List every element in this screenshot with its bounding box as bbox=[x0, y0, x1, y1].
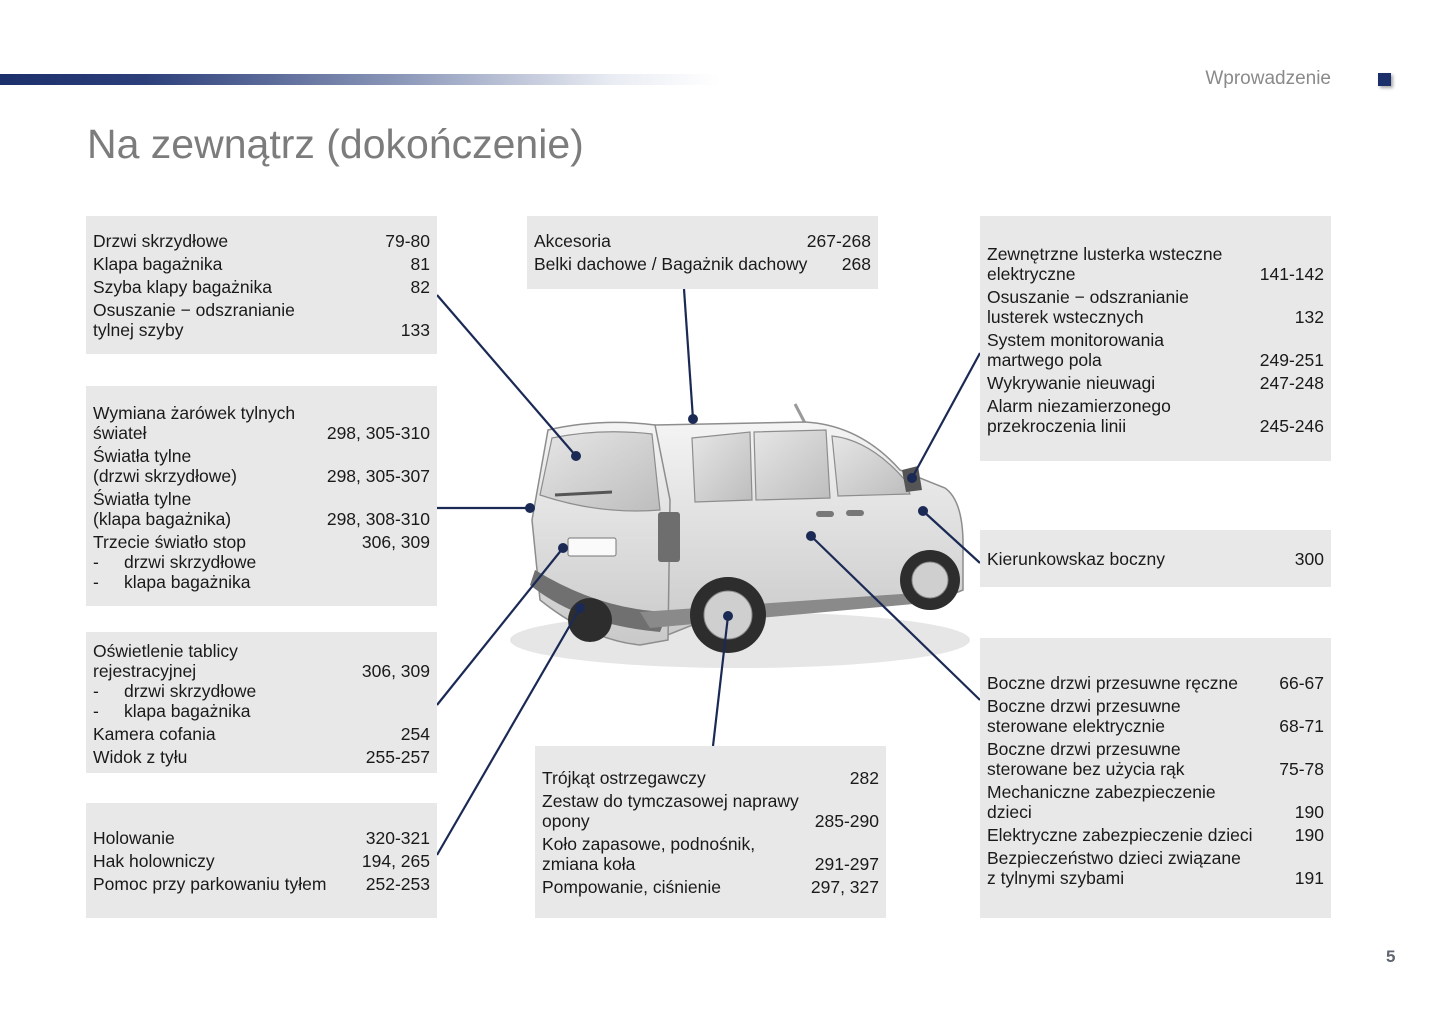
entry-page: 68-71 bbox=[1279, 716, 1324, 736]
rear-doors-box bbox=[86, 216, 437, 354]
entry-page: 306, 309 bbox=[361, 661, 430, 681]
sliding-doors-box bbox=[980, 638, 1331, 918]
index-entry[interactable] bbox=[93, 874, 430, 894]
leader-dot-indicator bbox=[918, 506, 928, 516]
entry-label: Boczne drzwi przesuwne ręczne bbox=[987, 673, 1238, 693]
page-title: Na zewnątrz (dokończenie) bbox=[87, 121, 584, 167]
index-entry[interactable] bbox=[987, 330, 1324, 370]
entry-label: Szyba klapy bagażnika bbox=[93, 277, 272, 297]
section-label: Wprowadzenie bbox=[1205, 68, 1331, 89]
leader-dot-plate bbox=[558, 543, 568, 553]
index-entry[interactable] bbox=[542, 834, 879, 874]
entry-page: 81 bbox=[410, 254, 430, 274]
van-front-rim bbox=[912, 562, 948, 598]
entry-page: 298, 305-310 bbox=[326, 423, 430, 443]
leader-line-mirrors bbox=[912, 353, 980, 478]
entry-page: 141-142 bbox=[1259, 264, 1324, 284]
entry-page: 297, 327 bbox=[810, 877, 879, 897]
index-entry[interactable] bbox=[987, 244, 1324, 284]
rear-lights-box bbox=[86, 386, 437, 606]
index-entry[interactable] bbox=[542, 877, 879, 897]
index-entry[interactable] bbox=[93, 254, 430, 274]
index-entry[interactable] bbox=[987, 825, 1324, 845]
entry-label: Zewnętrzne lusterka wsteczne elektryczne bbox=[987, 244, 1223, 284]
entry-page: 190 bbox=[1294, 802, 1324, 822]
van-side-window-1 bbox=[692, 432, 752, 502]
index-entry[interactable] bbox=[534, 254, 871, 274]
entry-page: 190 bbox=[1294, 825, 1324, 845]
index-entry[interactable] bbox=[93, 489, 430, 529]
leader-line-roof bbox=[684, 289, 693, 419]
index-entry[interactable] bbox=[987, 848, 1324, 888]
entry-page: 247-248 bbox=[1259, 373, 1324, 393]
entry-page: 298, 308-310 bbox=[326, 509, 430, 529]
entry-page: 249-251 bbox=[1259, 350, 1324, 370]
sub-item-label: klapa bagażnika bbox=[124, 572, 251, 592]
leader-dot-sliding-doors bbox=[806, 531, 816, 541]
entry-label: Kamera cofania bbox=[93, 724, 216, 744]
entry-label: Bezpieczeństwo dzieci związane z tylnymi szybami bbox=[987, 848, 1241, 888]
leader-dot-rear-lights bbox=[525, 503, 535, 513]
entry-page: 254 bbox=[400, 724, 430, 744]
index-entry[interactable] bbox=[542, 791, 879, 831]
entry-label: Mechaniczne zabezpieczenie dzieci bbox=[987, 782, 1216, 822]
entry-label: Klapa bagażnika bbox=[93, 254, 223, 274]
index-entry[interactable] bbox=[987, 373, 1324, 393]
leader-line-rear-doors bbox=[437, 295, 576, 456]
sub-item-label: drzwi skrzydłowe bbox=[124, 681, 257, 701]
entry-page: 255-257 bbox=[365, 747, 430, 767]
index-entry[interactable] bbox=[93, 532, 430, 552]
entry-label: Trzecie światło stop bbox=[93, 532, 247, 552]
entry-label: Boczne drzwi przesuwne sterowane bez użycia rąk bbox=[987, 739, 1185, 779]
index-entry[interactable] bbox=[987, 673, 1324, 693]
entry-page: 82 bbox=[410, 277, 430, 297]
index-entry[interactable] bbox=[93, 828, 430, 848]
leader-dot-towing bbox=[575, 603, 585, 613]
entry-label: Akcesoria bbox=[534, 231, 611, 251]
entry-page: 75-78 bbox=[1279, 759, 1324, 779]
entry-page: 298, 305-307 bbox=[326, 466, 430, 486]
roof-accessories-box bbox=[527, 216, 878, 289]
entry-label: Oświetlenie tablicy rejestracyjnej bbox=[93, 641, 238, 681]
entry-page: 132 bbox=[1294, 307, 1324, 327]
entry-page: 291-297 bbox=[814, 854, 879, 874]
sub-item: - klapa bagażnika bbox=[93, 701, 251, 721]
entry-page: 267-268 bbox=[806, 231, 871, 251]
van-hidden-wheel bbox=[568, 598, 612, 642]
entry-page: 320-321 bbox=[365, 828, 430, 848]
plate-camera-box bbox=[86, 632, 437, 773]
entry-label: Pomoc przy parkowaniu tyłem bbox=[93, 874, 327, 894]
index-entry[interactable] bbox=[987, 549, 1324, 569]
index-entry[interactable] bbox=[93, 403, 430, 443]
index-entry[interactable] bbox=[987, 696, 1324, 736]
entry-label: Wykrywanie nieuwagi bbox=[987, 373, 1156, 393]
entry-page: 252-253 bbox=[365, 874, 430, 894]
index-entry[interactable] bbox=[93, 641, 430, 681]
entry-label: Holowanie bbox=[93, 828, 175, 848]
index-entry[interactable] bbox=[93, 300, 430, 340]
mirrors-assist-box bbox=[980, 216, 1331, 461]
entry-label: Widok z tyłu bbox=[93, 747, 188, 767]
entry-page: 194, 265 bbox=[361, 851, 430, 871]
entry-label: Drzwi skrzydłowe bbox=[93, 231, 229, 251]
entry-label: Światła tylne (drzwi skrzydłowe) bbox=[93, 446, 237, 486]
entry-page: 300 bbox=[1294, 549, 1324, 569]
wheel-tyre-box bbox=[535, 746, 886, 918]
side-indicator-box bbox=[980, 530, 1331, 587]
index-entry[interactable] bbox=[534, 231, 871, 251]
entry-page: 245-246 bbox=[1259, 416, 1324, 436]
leader-dot-wheel bbox=[723, 611, 733, 621]
entry-label: Zestaw do tymczasowej naprawy opony bbox=[542, 791, 799, 831]
entry-label: System monitorowania martwego pola bbox=[987, 330, 1165, 370]
van-door-handle-2 bbox=[846, 510, 864, 516]
index-entry[interactable] bbox=[93, 851, 430, 871]
entry-label: Wymiana żarówek tylnych świateł bbox=[93, 403, 296, 443]
page-number: 5 bbox=[1386, 947, 1396, 966]
entry-label: Koło zapasowe, podnośnik, zmiana koła bbox=[542, 834, 756, 874]
index-entry[interactable] bbox=[987, 739, 1324, 779]
index-entry[interactable] bbox=[93, 277, 430, 297]
sub-item: - drzwi skrzydłowe bbox=[93, 681, 257, 701]
leader-dot-mirrors bbox=[907, 473, 917, 483]
entry-label: Pompowanie, ciśnienie bbox=[542, 877, 721, 897]
sub-item: - drzwi skrzydłowe bbox=[93, 552, 257, 572]
entry-label: Belki dachowe / Bagażnik dachowy bbox=[534, 254, 808, 274]
entry-label: Boczne drzwi przesuwne sterowane elektrycznie bbox=[987, 696, 1181, 736]
entry-label: Hak holowniczy bbox=[93, 851, 215, 871]
index-entry[interactable] bbox=[93, 231, 430, 251]
sub-item-label: klapa bagażnika bbox=[124, 701, 251, 721]
entry-page: 282 bbox=[849, 768, 879, 788]
entry-page: 268 bbox=[841, 254, 871, 274]
entry-page: 133 bbox=[400, 320, 430, 340]
index-entry[interactable] bbox=[987, 287, 1324, 327]
index-entry[interactable] bbox=[93, 747, 430, 767]
entry-page: 306, 309 bbox=[361, 532, 430, 552]
index-entry[interactable] bbox=[987, 396, 1324, 436]
van-rear-window bbox=[540, 432, 660, 511]
van-number-plate bbox=[568, 538, 616, 556]
index-entry[interactable] bbox=[93, 724, 430, 744]
index-entry[interactable] bbox=[987, 782, 1324, 822]
entry-page: 79-80 bbox=[385, 231, 430, 251]
index-entry[interactable] bbox=[542, 768, 879, 788]
entry-page: 66-67 bbox=[1279, 673, 1324, 693]
entry-page: 191 bbox=[1294, 868, 1324, 888]
towing-box bbox=[86, 803, 437, 918]
entry-label: Trójkąt ostrzegawczy bbox=[542, 768, 706, 788]
van-side-window-2 bbox=[754, 430, 830, 500]
sub-item: - klapa bagażnika bbox=[93, 572, 251, 592]
leader-dot-roof bbox=[688, 414, 698, 424]
van-door-handle-1 bbox=[816, 511, 834, 517]
entry-label: Osuszanie − odszranianie lusterek wstecznych bbox=[987, 287, 1189, 327]
entry-page: 285-290 bbox=[814, 811, 879, 831]
entry-label: Światła tylne (klapa bagażnika) bbox=[93, 489, 232, 529]
sub-item-label: drzwi skrzydłowe bbox=[124, 552, 257, 572]
entry-label: Osuszanie − odszranianie tylnej szyby bbox=[93, 300, 295, 340]
index-entry[interactable] bbox=[93, 446, 430, 486]
van-rear-light bbox=[658, 512, 680, 562]
entry-label: Alarm niezamierzonego przekroczenia linii bbox=[987, 396, 1171, 436]
leader-dot-rear-doors bbox=[571, 451, 581, 461]
entry-label: Elektryczne zabezpieczenie dzieci bbox=[987, 825, 1253, 845]
entry-label: Kierunkowskaz boczny bbox=[987, 549, 1165, 569]
